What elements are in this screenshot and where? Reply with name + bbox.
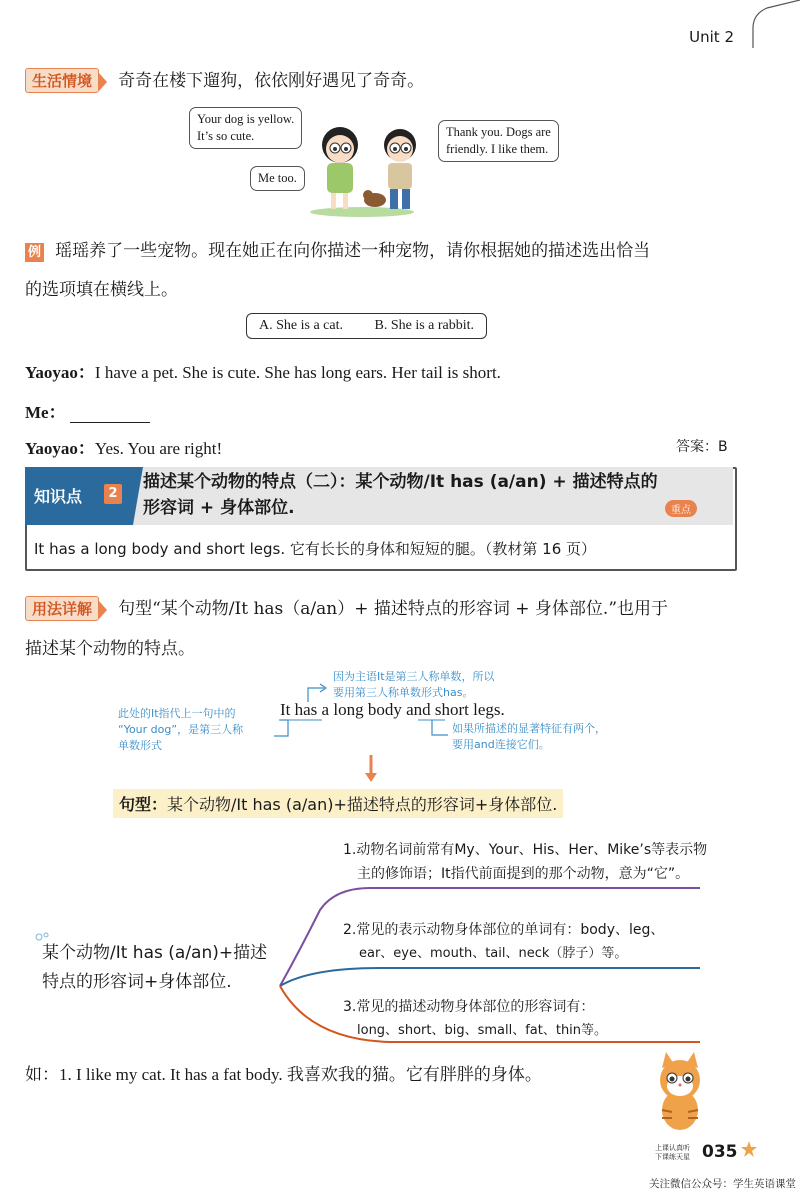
option-a: A. She is a cat. <box>259 318 343 333</box>
rule-2-line-2: ear、eye、mouth、tail、neck（脖子）等。 <box>359 946 628 961</box>
bubble-line: friendly. I like them. <box>446 142 549 156</box>
formula-label: 句型： <box>119 795 168 814</box>
rule-1-line-2: 主的修饰语；It指代前面提到的那个动物，意为“它”。 <box>357 866 690 882</box>
rule-3 <box>343 995 607 1043</box>
rule-3-line-2: long、short、big、small、fat、thin等。 <box>357 1023 608 1038</box>
key-point-badge: 重点 <box>665 500 697 517</box>
boy-speech-bubble <box>438 120 559 162</box>
options-box <box>246 313 487 339</box>
page-tag-line-1: 上课认真听 <box>655 1144 690 1152</box>
cat-illustration <box>650 1050 710 1135</box>
page-tag <box>655 1144 690 1162</box>
scene-tag: 生活情境 <box>25 68 99 93</box>
sample-prefix: 如： <box>25 1065 59 1085</box>
note-line: 此处的It指代上一句中的 <box>118 707 236 720</box>
wechat-note: 关注微信公众号：学生英语课堂 <box>649 1178 796 1190</box>
knowledge-label: 知识点 <box>34 487 83 506</box>
star-icon <box>740 1140 758 1158</box>
scene-text: 奇奇在楼下遛狗，依依刚好遇见了奇奇。 <box>118 71 425 91</box>
bubble-line: Me too. <box>258 171 297 185</box>
mindmap-center-line-1: 某个动物/It has (a/an)+描述 <box>42 943 268 963</box>
usage-line-2: 描述某个动物的特点。 <box>25 639 195 659</box>
note-right <box>452 721 606 753</box>
mindmap-center-line-2: 特点的形容词+身体部位. <box>42 972 232 992</box>
note-line: 如果所描述的显著特征有两个， <box>452 722 606 735</box>
knowledge-number: 2 <box>104 484 122 504</box>
bubble-line: It’s so cute. <box>197 129 255 143</box>
formula-text: 某个动物/It has (a/an)+描述特点的形容词+身体部位. <box>167 795 558 814</box>
speaker: Me： <box>25 403 66 422</box>
note-left <box>118 706 243 754</box>
note-line: 单数形式 <box>118 739 162 752</box>
knowledge-title-line-1: 描述某个动物的特点（二）：某个动物/It has (a/an) + 描述特点的 <box>143 472 658 492</box>
answer-blank[interactable] <box>70 406 150 423</box>
sample-row <box>25 1060 542 1085</box>
dialog-text: I have a pet. She is cute. She has long ears. Her tail is short. <box>94 363 501 382</box>
note-line: 要用and连接它们。 <box>452 738 550 751</box>
rule-3-line-1: 3.常见的描述动物身体部位的形容词有： <box>343 999 595 1015</box>
knowledge-title <box>143 469 728 521</box>
bubble-line: Thank you. Dogs are <box>446 125 551 139</box>
usage-row <box>25 594 668 621</box>
bubble-line: Your dog is yellow. <box>197 112 295 126</box>
dialog-line-2 <box>25 398 150 423</box>
rule-2 <box>343 918 664 966</box>
dialog-text: Yes. You are right! <box>94 439 223 458</box>
option-b: B. She is a rabbit. <box>374 318 475 333</box>
knowledge-example: It has a long body and short legs. 它有长长的身体和短短的腿。（教材第 16 页） <box>34 540 597 558</box>
annotated-sentence: It has a long body and short legs. <box>280 700 505 719</box>
formula-box <box>113 789 563 818</box>
usage-line-1: 句型“某个动物/It has（a/an）+ 描述特点的形容词 + 身体部位.”也用于 <box>118 599 669 619</box>
unit-label: Unit 2 <box>689 28 734 46</box>
example-tag: 例 <box>25 243 44 262</box>
sample-text: 1. I like my cat. It has a fat body. 我喜欢我的猫。它有胖胖的身体。 <box>59 1065 542 1084</box>
page-number: 035 <box>702 1142 738 1162</box>
note-line: “Your dog”，是第三人称 <box>118 723 244 736</box>
knowledge-title-line-2: 形容词 + 身体部位. <box>143 498 295 518</box>
speaker: Yaoyao： <box>25 363 95 382</box>
speaker: Yaoyao： <box>25 439 95 458</box>
page-tag-line-2: 下课练天星 <box>655 1153 690 1161</box>
example-row <box>25 236 650 262</box>
mindmap-center <box>42 939 267 997</box>
annotation-arrows <box>260 680 460 740</box>
page-corner-decoration <box>745 0 800 50</box>
answer-label: 答案：B <box>676 439 728 455</box>
down-arrow-icon <box>363 755 379 783</box>
kids-dog-illustration <box>300 115 435 220</box>
girl-speech-bubble <box>189 107 302 149</box>
metoo-speech-bubble <box>250 166 305 191</box>
rule-1 <box>343 838 707 886</box>
example-line-2: 的选项填在横线上。 <box>25 280 178 300</box>
example-line-1: 瑶瑶养了一些宠物。现在她正在向你描述一种宠物，请你根据她的描述选出恰当 <box>55 241 651 261</box>
rule-2-line-1: 2.常见的表示动物身体部位的单词有：body、leg、 <box>343 922 665 938</box>
dialog-line-3 <box>25 434 222 459</box>
usage-tag: 用法详解 <box>25 596 99 621</box>
note-line: 要用第三人称单数形式has。 <box>333 686 474 699</box>
dialog-line-1 <box>25 358 501 383</box>
knowledge-label-notch <box>133 467 143 525</box>
scene-row <box>25 66 424 93</box>
note-line: 因为主语It是第三人称单数，所以 <box>333 670 495 683</box>
rule-1-line-1: 1.动物名词前常有My、Your、His、Her、Mike’s等表示物 <box>343 842 708 858</box>
